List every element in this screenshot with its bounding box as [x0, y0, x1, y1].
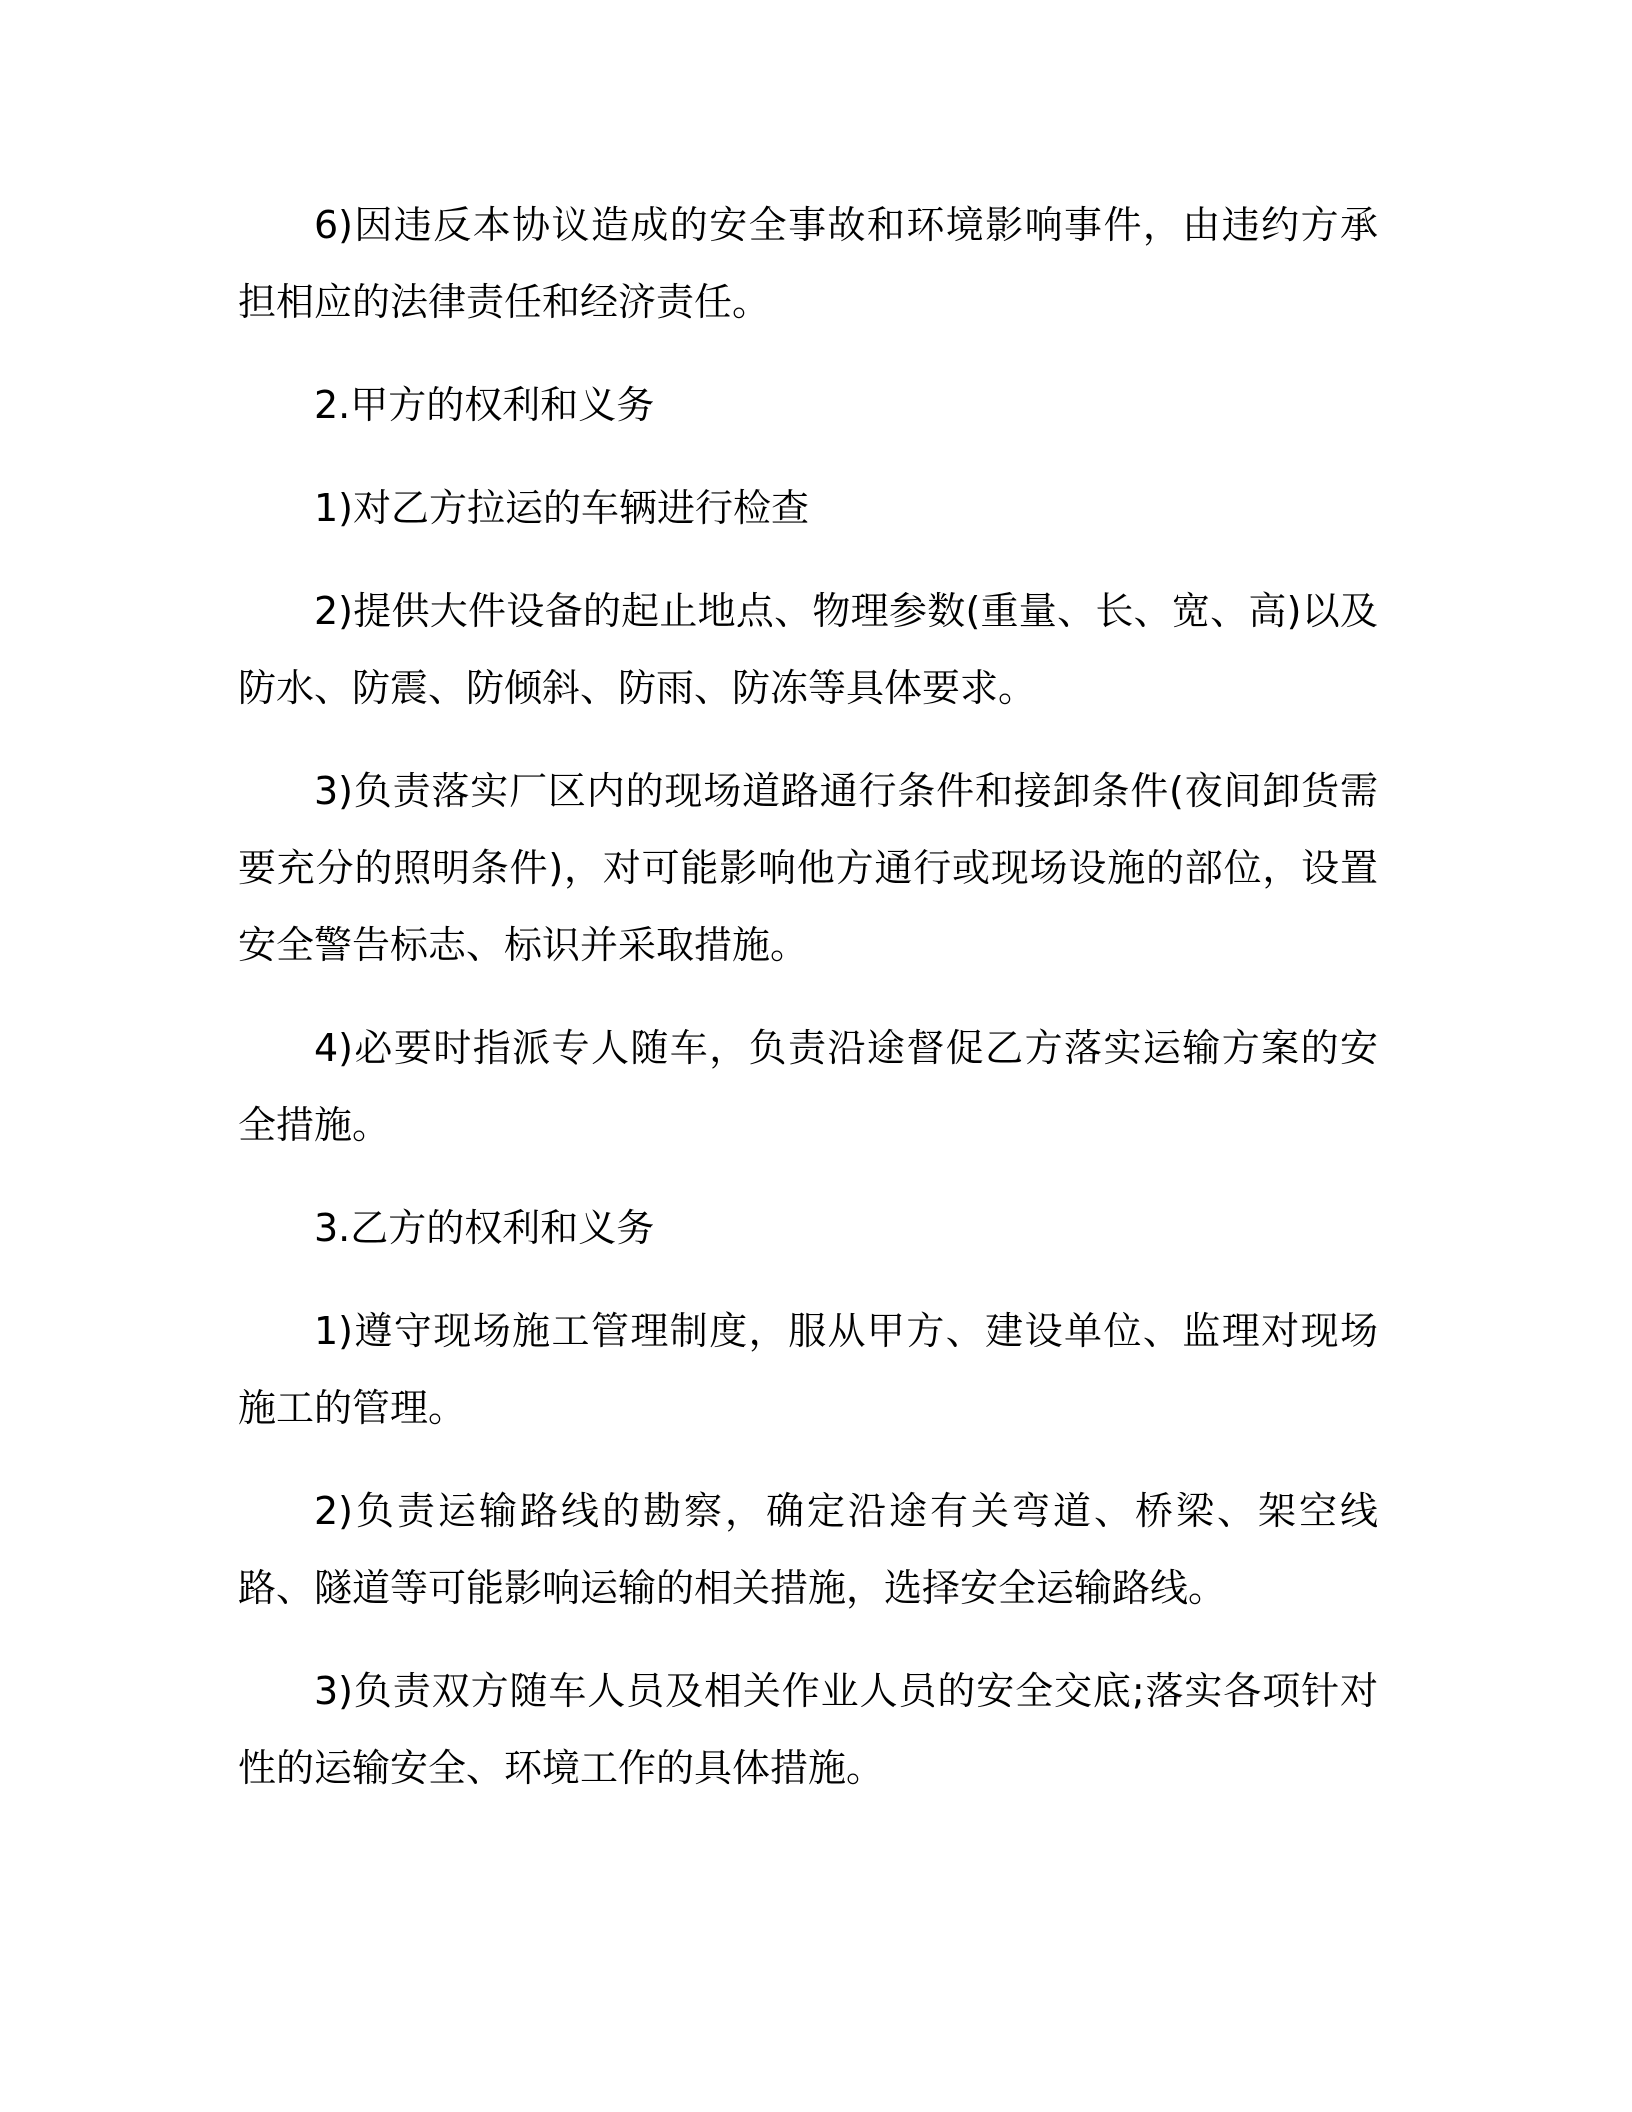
- party-b-clause-3: 3)负责双方随车人员及相关作业人员的安全交底;落实各项针对性的运输安全、环境工作的具体措施。: [238, 1669, 1378, 1790]
- section-heading-party-b: 3.乙方的权利和义务: [314, 1206, 655, 1250]
- party-b-clause-1: 1)遵守现场施工管理制度，服从甲方、建设单位、监理对现场施工的管理。: [238, 1309, 1378, 1430]
- party-a-clause-4: 4)必要时指派专人随车，负责沿途督促乙方落实运输方案的安全措施。: [238, 1026, 1378, 1147]
- party-b-clause-2: 2)负责运输路线的勘察，确定沿途有关弯道、桥梁、架空线路、隧道等可能影响运输的相关措施，选择安全运输路线。: [238, 1489, 1378, 1610]
- party-a-clause-1: 1)对乙方拉运的车辆进行检查: [314, 486, 810, 530]
- section-heading-party-a: 2.甲方的权利和义务: [314, 383, 655, 427]
- party-a-clause-3: 3)负责落实厂区内的现场道路通行条件和接卸条件(夜间卸货需要充分的照明条件)，对可能影响他方通行或现场设施的部位，设置安全警告标志、标识并采取措施。: [238, 769, 1378, 967]
- document-body: [238, 187, 1378, 1833]
- clause-6-liability: 6)因违反本协议造成的安全事故和环境影响事件，由违约方承担相应的法律责任和经济责任。: [238, 203, 1378, 324]
- party-a-clause-2: 2)提供大件设备的起止地点、物理参数(重量、长、宽、高)以及防水、防震、防倾斜、防雨、防冻等具体要求。: [238, 589, 1378, 710]
